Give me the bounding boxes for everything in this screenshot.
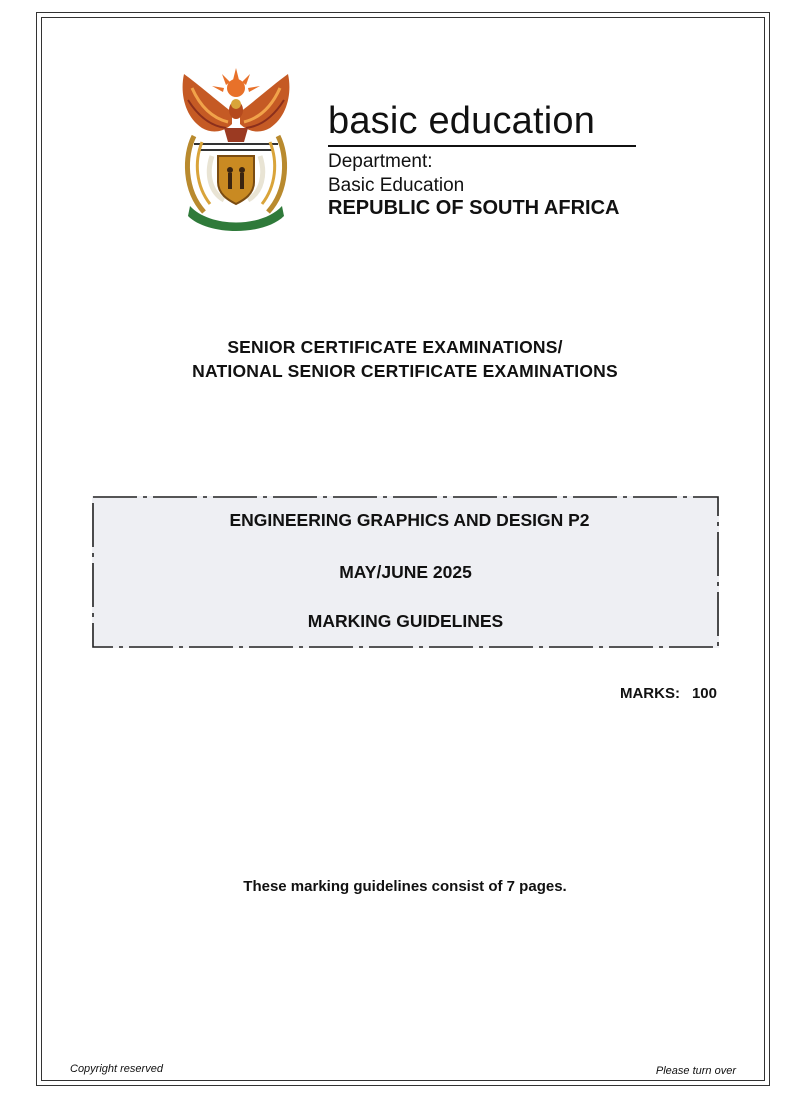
coat-of-arms-icon bbox=[172, 66, 300, 234]
marks-label: MARKS: bbox=[619, 685, 680, 702]
title-box bbox=[92, 496, 719, 648]
exam-line-1: SENIOR CERTIFICATE EXAMINATIONS/ bbox=[227, 337, 563, 357]
brand-name: basic education bbox=[328, 100, 596, 142]
department-name: Basic Education bbox=[328, 175, 465, 196]
exam-session: MAY/JUNE 2025 bbox=[339, 562, 472, 582]
document-type: MARKING GUIDELINES bbox=[307, 611, 504, 631]
department-label: Department: bbox=[328, 151, 433, 172]
marks-total bbox=[620, 685, 717, 702]
brand-block bbox=[328, 98, 595, 144]
exam-line-2: NATIONAL SENIOR CERTIFICATE EXAMINATIONS bbox=[192, 361, 618, 381]
footer-turn-over: Please turn over bbox=[655, 1065, 736, 1077]
country-name: REPUBLIC OF SOUTH AFRICA bbox=[328, 197, 620, 219]
marks-value: 100 bbox=[691, 685, 717, 702]
subject-title: ENGINEERING GRAPHICS AND DESIGN P2 bbox=[229, 510, 590, 530]
page-count-note: These marking guidelines consist of 7 pages. bbox=[243, 878, 567, 895]
footer-copyright: Copyright reserved bbox=[70, 1063, 163, 1075]
brand-underline bbox=[328, 145, 636, 147]
